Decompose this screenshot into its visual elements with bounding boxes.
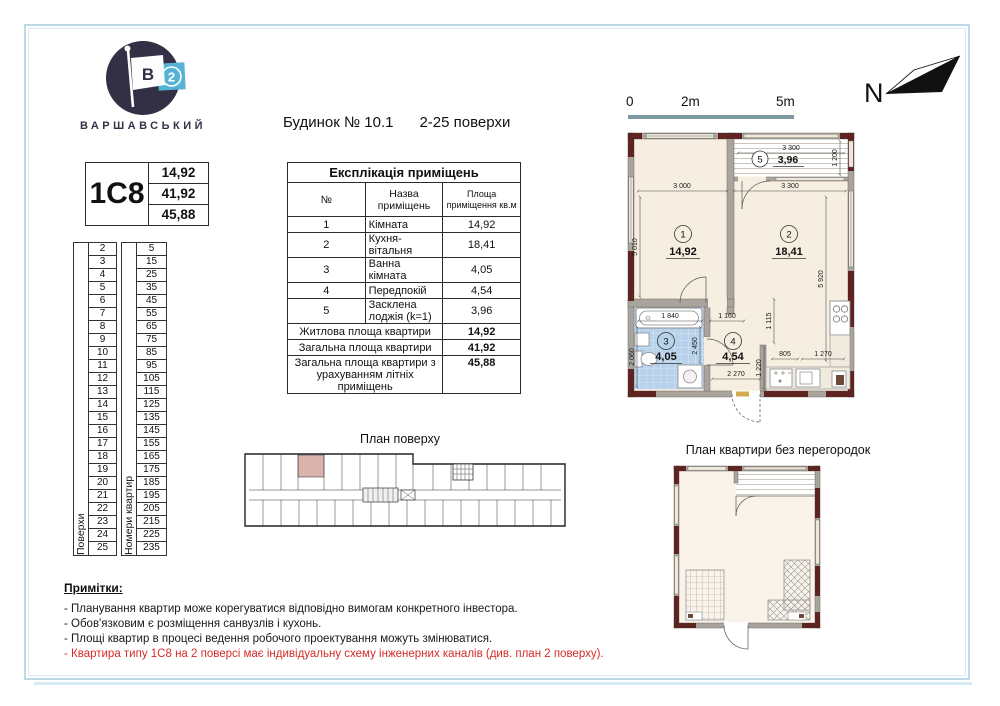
kitchen-unit-icon <box>836 375 844 385</box>
svg-text:18,41: 18,41 <box>775 246 803 258</box>
floor-number: 3 <box>89 256 116 269</box>
scale-2m: 2m <box>681 94 700 109</box>
svg-text:3: 3 <box>663 336 669 348</box>
scale-bar <box>626 94 802 120</box>
table-row: 5 Засклена лоджія (k=1) 3,96 <box>288 299 521 324</box>
apartment-number: 5 <box>137 243 166 256</box>
floor-number: 20 <box>89 477 116 490</box>
svg-text:1 160: 1 160 <box>718 313 736 320</box>
svg-text:1 200: 1 200 <box>832 149 839 167</box>
col-header-num: № <box>288 183 366 217</box>
svg-text:4: 4 <box>730 336 736 348</box>
washer-icon <box>684 370 697 383</box>
explication-title: Експлікація приміщень <box>288 163 521 183</box>
total-row: Загальна площа квартири 41,92 <box>288 340 521 356</box>
apartment-number: 65 <box>137 321 166 334</box>
apartment-number: 85 <box>137 347 166 360</box>
appliance-icon <box>770 369 792 387</box>
apartment-numbers <box>137 242 167 556</box>
storey-plan <box>243 450 568 530</box>
unit-living-area: 14,92 <box>149 163 208 184</box>
floor-number: 22 <box>89 503 116 516</box>
floor-number: 24 <box>89 529 116 542</box>
unit-areas <box>149 163 208 225</box>
apartment-number: 175 <box>137 464 166 477</box>
apartments-table <box>121 242 167 556</box>
floors-label-cell <box>73 242 89 556</box>
col-header-name: Назва приміщень <box>365 183 443 217</box>
apartment-number: 95 <box>137 360 166 373</box>
svg-text:5: 5 <box>757 154 763 166</box>
apartment-number: 25 <box>137 269 166 282</box>
floor-number: 15 <box>89 412 116 425</box>
svg-text:2: 2 <box>786 229 792 241</box>
entrance-threshold <box>736 392 749 397</box>
svg-text:5 010: 5 010 <box>632 238 639 256</box>
page-frame-shadow <box>34 682 972 685</box>
unit-total-area: 41,92 <box>149 184 208 205</box>
unit-total-area-with-summer: 45,88 <box>161 207 196 222</box>
floor-number: 9 <box>89 334 116 347</box>
apartment-number: 235 <box>143 542 160 553</box>
apartment-number: 165 <box>137 451 166 464</box>
floor-number: 12 <box>89 373 116 386</box>
scale-0: 0 <box>626 94 634 109</box>
open-plan <box>672 462 822 652</box>
floor-number: 16 <box>89 425 116 438</box>
total-row: Житлова площа квартири 14,92 <box>288 324 521 340</box>
svg-text:3,96: 3,96 <box>777 154 799 166</box>
building-title <box>283 114 510 131</box>
floor-number: 8 <box>89 321 116 334</box>
apartment-number: 55 <box>137 308 166 321</box>
floor-number: 21 <box>89 490 116 503</box>
bathtub-icon <box>646 316 650 320</box>
floor-number: 17 <box>89 438 116 451</box>
floor-number: 25 <box>96 542 109 553</box>
floor-number: 18 <box>89 451 116 464</box>
svg-text:1 840: 1 840 <box>661 313 679 320</box>
open-entrance-gap <box>724 622 748 629</box>
brand-logo <box>68 38 218 118</box>
floor-number: 23 <box>89 516 116 529</box>
table-row: 2 Кухня-вітальня 18,41 <box>288 233 521 258</box>
floor-number: 6 <box>89 295 116 308</box>
floors-numbers <box>89 242 117 556</box>
floor-number: 7 <box>89 308 116 321</box>
apartment-number: 105 <box>137 373 166 386</box>
apartment-number: 215 <box>137 516 166 529</box>
open-plan-title: План квартири без перегородок <box>685 443 871 457</box>
apartment-number: 125 <box>137 399 166 412</box>
apartment-number: 145 <box>137 425 166 438</box>
scale-line <box>628 115 794 119</box>
floor-number: 4 <box>89 269 116 282</box>
note-item: - Площі квартир в процесі ведення робочого проектування можуть змінюватися. <box>64 633 493 645</box>
floors-table <box>73 242 117 556</box>
brand-name: ВАРШАВСЬКИЙ <box>79 120 207 132</box>
open-loggia <box>736 471 815 496</box>
svg-text:3 300: 3 300 <box>781 183 799 190</box>
apartments-label-cell <box>121 242 137 556</box>
svg-text:805: 805 <box>779 351 791 358</box>
apartment-number: 15 <box>137 256 166 269</box>
apartment-number: 195 <box>137 490 166 503</box>
floor-number: 5 <box>89 282 116 295</box>
apartment-number: 155 <box>137 438 166 451</box>
apartment-number: 35 <box>137 282 166 295</box>
svg-text:B: B <box>141 65 155 84</box>
main-apartment-plan <box>626 131 859 431</box>
svg-text:2: 2 <box>167 69 176 85</box>
svg-text:2 270: 2 270 <box>727 371 745 378</box>
floor-number: 11 <box>89 360 116 373</box>
table-row: 3 Ванна кімната 4,05 <box>288 258 521 283</box>
notes-title: Примітки: <box>64 581 123 595</box>
apartment-number: 205 <box>137 503 166 516</box>
explication-table <box>287 162 521 394</box>
table-row: 4 Передпокій 4,54 <box>288 283 521 299</box>
svg-text:14,92: 14,92 <box>669 246 697 258</box>
apartment-number: 135 <box>137 412 166 425</box>
note-warning: - Квартира типу 1С8 на 2 поверсі має індивідуальну схему інженерних каналів (див. план 2 поверху). <box>64 648 604 660</box>
floor-number: 2 <box>89 243 116 256</box>
svg-text:4,05: 4,05 <box>655 351 677 363</box>
floors-label: Поверхи <box>75 513 87 555</box>
note-item: - Планування квартир може корегуватися відповідно вимогам конкретного інвестора. <box>64 603 518 615</box>
notes-section <box>64 581 664 663</box>
kitchen-sink-icon <box>800 372 812 384</box>
floor-number: 13 <box>89 386 116 399</box>
svg-text:1: 1 <box>680 229 686 241</box>
floor-plan-title: План поверху <box>359 432 441 446</box>
apartment-number: 115 <box>137 386 166 399</box>
floor-number: 14 <box>89 399 116 412</box>
north-arrow-icon <box>856 48 971 108</box>
svg-text:2 060: 2 060 <box>629 348 636 366</box>
apartment-number: 75 <box>137 334 166 347</box>
apartment-number: 45 <box>137 295 166 308</box>
apartment-number: 225 <box>137 529 166 542</box>
building-floors-range: 2-25 поверхи <box>419 114 511 131</box>
apartment-number: 185 <box>137 477 166 490</box>
svg-text:3 000: 3 000 <box>673 183 691 190</box>
floor-number: 10 <box>89 347 116 360</box>
floor-number: 19 <box>89 464 116 477</box>
room-5-label <box>752 151 804 167</box>
unit-card <box>85 162 209 226</box>
svg-text:3 300: 3 300 <box>782 145 800 152</box>
svg-text:4,54: 4,54 <box>722 351 744 363</box>
scale-5m: 5m <box>776 94 795 109</box>
building-number: Будинок № 10.1 <box>283 114 394 131</box>
note-item: - Обов'язковим є розміщення санвузлів і кухонь. <box>64 618 322 630</box>
highlighted-unit <box>298 455 324 477</box>
svg-text:1 115: 1 115 <box>766 312 773 330</box>
col-header-area: Площа приміщення кв.м <box>443 183 521 217</box>
svg-text:5 920: 5 920 <box>818 270 825 288</box>
total-row: Загальна площа квартири з урахуванням літніх приміщень 45,88 <box>288 356 521 394</box>
svg-text:2 450: 2 450 <box>692 337 699 355</box>
table-row: 1 Кімната 14,92 <box>288 217 521 233</box>
unit-code: 1С8 <box>86 163 149 225</box>
svg-text:1 270: 1 270 <box>814 351 832 358</box>
apartments-label: Номери квартир <box>123 475 135 555</box>
svg-text:1 220: 1 220 <box>756 359 763 377</box>
svg-text:N: N <box>864 78 884 108</box>
